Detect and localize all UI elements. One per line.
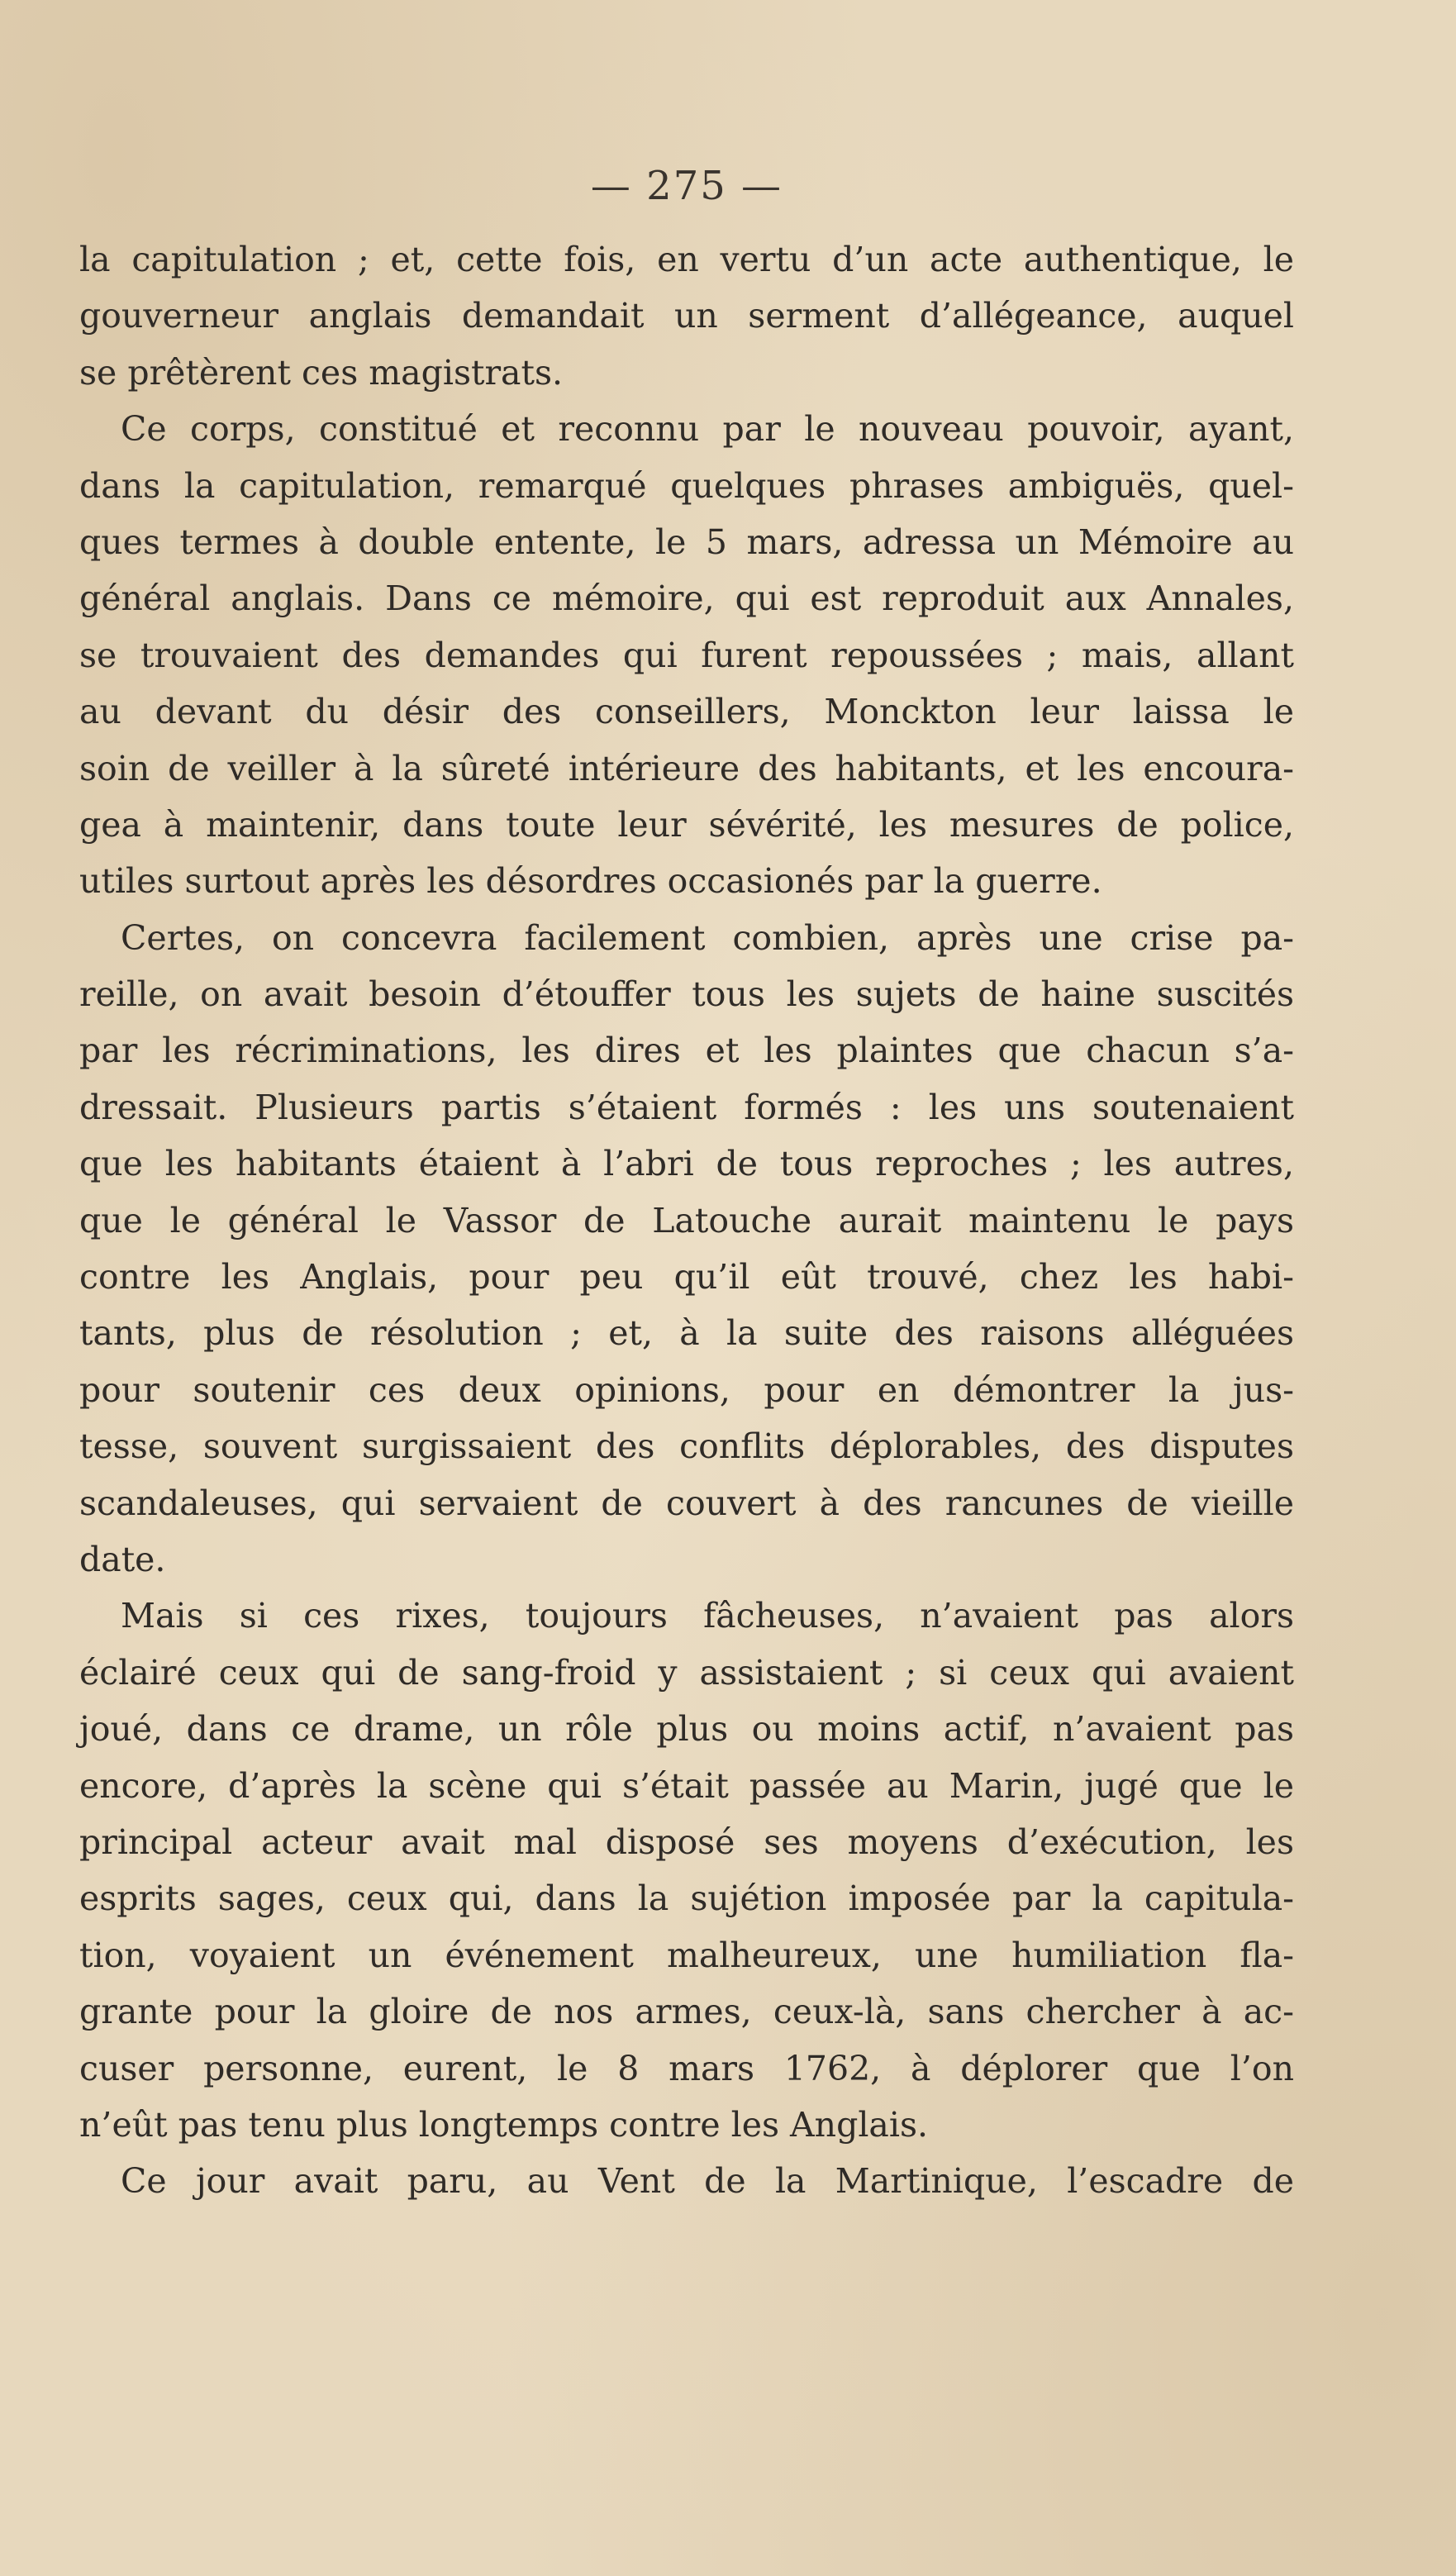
text-line: au devant du désir des conseillers, Monckton leur laissa le: [79, 692, 1294, 732]
text-line: contre les Anglais, pour peu qu’il eût trouvé, chez les habi-: [79, 1257, 1294, 1298]
text-line: que les habitants étaient à l’abri de tous reproches ; les autres,: [79, 1144, 1294, 1184]
text-line: principal acteur avait mal disposé ses moyens d’exécution, les: [79, 1821, 1294, 1862]
text-line: grante pour la gloire de nos armes, ceux-là, sans chercher à ac-: [79, 1992, 1294, 2032]
text-line: pour soutenir ces deux opinions, pour en démontrer la jus-: [79, 1369, 1294, 1410]
text-line: date.: [79, 1539, 166, 1579]
text-line: se prêtèrent ces magistrats.: [79, 352, 564, 393]
text-line: ques termes à double entente, le 5 mars, adressa un Mémoire au: [79, 521, 1294, 562]
text-line: par les récriminations, les dires et les plaintes que chacun s’a-: [79, 1031, 1294, 1071]
text-line: Ce jour avait paru, au Vent de la Martinique, l’escadre de: [121, 2161, 1294, 2202]
text-line: Ce corps, constitué et reconnu par le nouveau pouvoir, ayant,: [121, 409, 1294, 450]
text-line: cuser personne, eurent, le 8 mars 1762, à déplorer que l’on: [79, 2048, 1294, 2088]
text-line: esprits sages, ceux qui, dans la sujétion imposée par la capitula-: [79, 1878, 1294, 1919]
text-line: reille, on avait besoin d’étouffer tous les sujets de haine suscités: [79, 974, 1294, 1015]
text-line: utiles surtout après les désordres occasionés par la guerre.: [79, 861, 1102, 902]
text-line: Certes, on concevra facilement combien, après une crise pa-: [121, 917, 1294, 958]
body-text: [79, 231, 1294, 2210]
text-line: la capitulation ; et, cette fois, en vertu d’un acte authentique, le: [79, 240, 1294, 279]
text-line: tants, plus de résolution ; et, à la suite des raisons alléguées: [79, 1313, 1294, 1354]
text-line: tesse, souvent surgissaient des conflits déplorables, des disputes: [79, 1426, 1294, 1467]
text-line: dressait. Plusieurs partis s’étaient formés : les uns soutenaient: [79, 1087, 1294, 1127]
text-line: soin de veiller à la sûreté intérieure des habitants, et les encoura-: [79, 748, 1294, 788]
text-line: encore, d’après la scène qui s’était passée au Marin, jugé que le: [79, 1765, 1294, 1806]
text-line: scandaleuses, qui servaient de couvert à des rancunes de vieille: [79, 1483, 1294, 1523]
document-page: [79, 157, 1294, 2210]
text-line: gouverneur anglais demandait un serment d’allégeance, auquel: [79, 296, 1294, 336]
text-line: que le général le Vassor de Latouche aurait maintenu le pays: [79, 1200, 1294, 1240]
text-line: gea à maintenir, dans toute leur sévérité, les mesures de police,: [79, 804, 1294, 845]
text-line: joué, dans ce drame, un rôle plus ou moins actif, n’avaient pas: [79, 1709, 1294, 1750]
text-line: éclairé ceux qui de sang-froid y assistaient ; si ceux qui avaient: [79, 1652, 1294, 1693]
text-line: n’eût pas tenu plus longtemps contre les Anglais.: [79, 2104, 929, 2145]
text-line: dans la capitulation, remarqué quelques phrases ambiguës, quel-: [79, 465, 1294, 506]
text-line: tion, voyaient un événement malheureux, une humiliation fla-: [79, 1935, 1294, 1975]
text-line: Mais si ces rixes, toujours fâcheuses, n’avaient pas alors: [121, 1596, 1294, 1636]
text-line: se trouvaient des demandes qui furent repoussées ; mais, allant: [79, 635, 1294, 675]
text-line: général anglais. Dans ce mémoire, qui est reproduit aux Annales,: [79, 579, 1294, 619]
page-number: — 275 —: [590, 163, 783, 209]
